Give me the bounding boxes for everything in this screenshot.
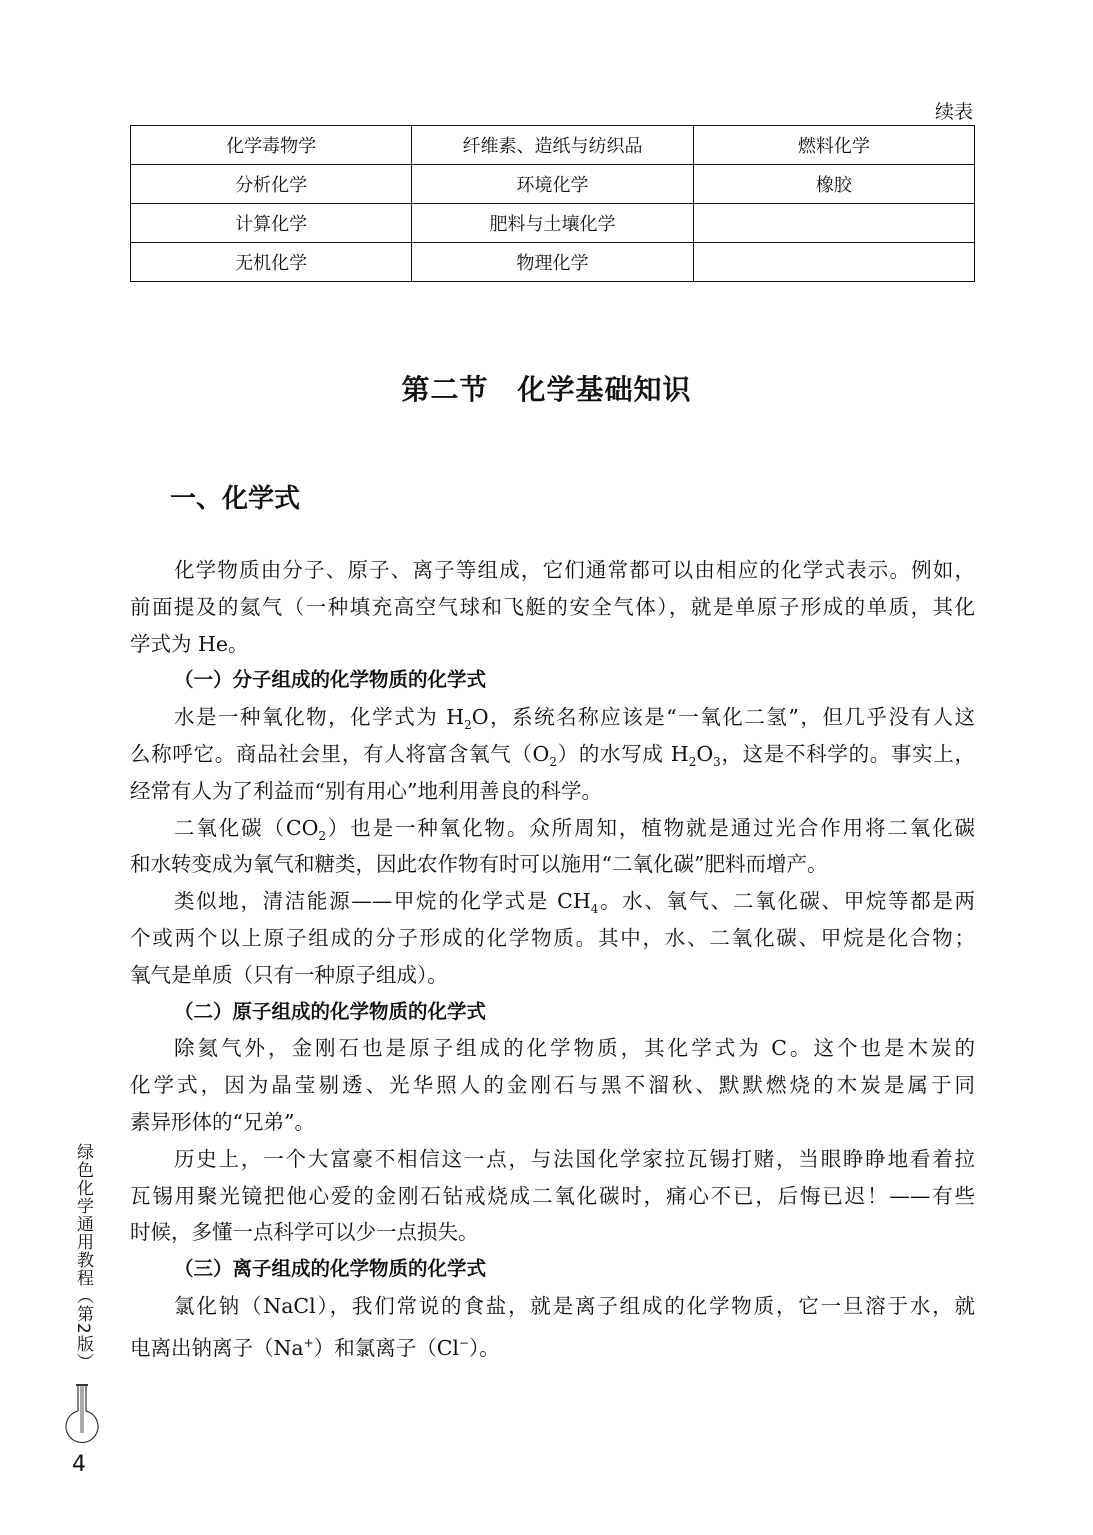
table-cell: 计算化学 [131, 204, 412, 243]
text-segment: 类似地，清洁能源——甲烷的化学式是 CH [174, 889, 591, 914]
text-segment: ）的水写成 H [556, 741, 689, 766]
text-line [130, 1030, 975, 1067]
text-line [130, 552, 975, 589]
text-line [130, 1067, 975, 1104]
text-line [130, 589, 975, 626]
text-segment: 化学物质由分子、原子、离子等组成，它们通常都可以由相应的化学式表示。例如， [174, 558, 975, 582]
table-row [131, 204, 975, 243]
text-line [130, 699, 975, 736]
text-segment: 和水转变成为氧气和糖类，因此农作物有时可以施用“二氧化碳”肥料而增产。 [130, 852, 828, 877]
text-segment: 化学式，因为晶莹剔透、光华照人的金刚石与黑不溜秋、默默燃烧的木炭是属于同 [130, 1073, 975, 1098]
text-segment: ，这是不科学的。事实上， [720, 741, 976, 766]
text-line [130, 1178, 975, 1215]
text-segment: 3 [713, 755, 721, 770]
book-title-sidebar: 绿色化学通用教程（第2版） [73, 1143, 93, 1371]
text-line [130, 1325, 975, 1362]
text-segment: 个或两个以上原子组成的分子形成的化学物质。其中，水、二氧化碳、甲烷是化合物； [130, 925, 975, 950]
text-segment: 时候，多懂一点科学可以少一点损失。 [130, 1220, 479, 1245]
text-line [130, 626, 975, 663]
text-line [130, 957, 975, 994]
table-cell: 纤维素、造纸与纺织品 [412, 126, 693, 165]
table-cell: 环境化学 [412, 165, 693, 204]
text-segment: （二）原子组成的化学物质的化学式 [174, 999, 487, 1023]
heading-chemical-formula: 一、化学式 [170, 484, 301, 514]
text-line [130, 1214, 975, 1251]
flask-icon [62, 1383, 102, 1443]
text-segment: 学式为 He。 [130, 631, 249, 656]
text-segment: 么称呼它。商品社会里，有人将富含氧气（O [130, 741, 550, 766]
table-cell: 分析化学 [131, 165, 412, 204]
text-line [130, 773, 975, 810]
text-segment: 。水、氧气、二氧化碳、甲烷等都是两 [598, 889, 975, 914]
text-segment: 氯化钠（NaCl），我们常说的食盐，就是离子组成的化学物质，它一旦溶于水，就 [174, 1293, 975, 1318]
text-line [130, 883, 975, 920]
subheading [130, 994, 975, 1031]
text-segment: 前面提及的氦气（一种填充高空气球和飞艇的安全气体），就是单原子形成的单质，其化 [130, 594, 975, 619]
text-segment: O，系统名称应该是“一氧化二氢”，但几乎没有人这 [471, 705, 976, 730]
text-segment: 素异形体的“兄弟”。 [130, 1109, 315, 1134]
subheading [130, 662, 975, 699]
text-line [130, 1104, 975, 1141]
continued-table-label: 续表 [934, 101, 973, 123]
text-segment: 二氧化碳（CO [174, 815, 319, 840]
section-title: 第二节 化学基础知识 [401, 373, 692, 406]
text-segment: 瓦锡用聚光镜把他心爱的金刚石钻戒烧成二氧化碳时，痛心不已，后悔已迟！——有些 [130, 1183, 975, 1208]
text-segment: − [458, 1335, 470, 1350]
text-line [130, 846, 975, 883]
table-cell: 物理化学 [412, 243, 693, 282]
text-line [130, 920, 975, 957]
table-row [131, 243, 975, 282]
text-line [130, 1141, 975, 1178]
text-segment: 4 [590, 902, 599, 917]
table-row [131, 165, 975, 204]
text-segment: 2 [464, 718, 472, 733]
text-segment: 电离出钠离子（Na [130, 1335, 304, 1360]
text-line [130, 1288, 975, 1325]
table-cell: 橡胶 [693, 165, 974, 204]
text-segment: 除氦气外，金刚石也是原子组成的化学物质，其化学式为 C。这个也是木炭的 [174, 1036, 975, 1061]
table-cell: 燃料化学 [693, 126, 974, 165]
text-segment: （一）分子组成的化学物质的化学式 [174, 668, 487, 692]
table-row [131, 126, 975, 165]
text-segment: 经常有人为了利益而“别有用心”地利用善良的科学。 [130, 778, 602, 803]
text-segment: 2 [688, 755, 697, 770]
text-segment: ）和氯离子（Cl [313, 1335, 459, 1360]
text-segment: + [303, 1335, 314, 1350]
text-segment: 历史上，一个大富豪不相信这一点，与法国化学家拉瓦锡打赌，当眼睁睁地看着拉 [174, 1146, 975, 1171]
text-segment: 水是一种氧化物，化学式为 H [174, 705, 465, 730]
table-cell: 肥料与土壤化学 [412, 204, 693, 243]
text-line [130, 810, 975, 847]
disciplines-table [130, 125, 975, 282]
text-segment: （三）离子组成的化学物质的化学式 [174, 1257, 487, 1281]
text-segment: 氧气是单质（只有一种原子组成）。 [130, 962, 448, 987]
body-text [130, 552, 975, 1362]
subheading [130, 1251, 975, 1288]
text-segment: 2 [318, 828, 327, 843]
text-segment: ）也是一种氧化物。众所周知，植物就是通过光合作用将二氧化碳 [326, 815, 975, 840]
text-segment: ）。 [469, 1335, 500, 1360]
page-number: 4 [72, 1452, 86, 1477]
table-cell: 无机化学 [131, 243, 412, 282]
text-segment: 2 [549, 755, 557, 770]
table-cell [693, 243, 974, 282]
table-cell: 化学毒物学 [131, 126, 412, 165]
text-line [130, 736, 975, 773]
text-segment: O [696, 741, 714, 766]
table-cell [693, 204, 974, 243]
